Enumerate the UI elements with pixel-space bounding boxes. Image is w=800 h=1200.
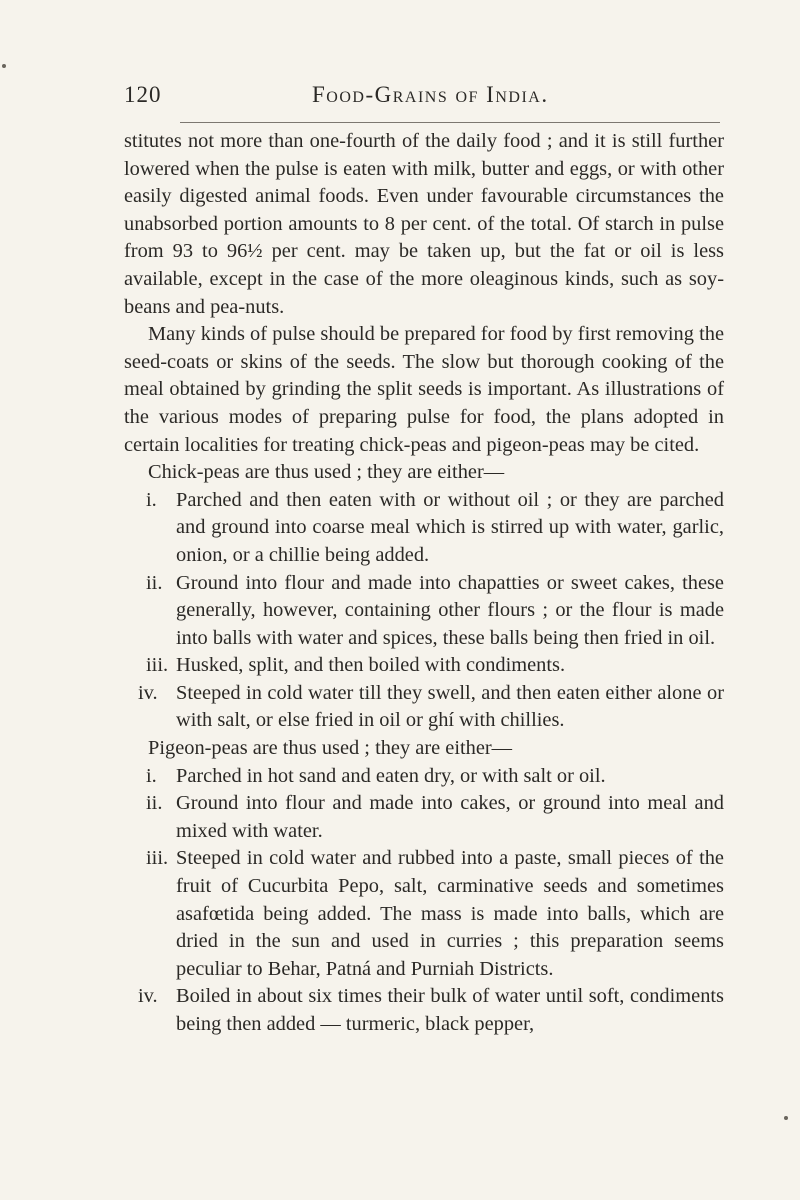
- paper-speck: [784, 1116, 788, 1120]
- list-item: [124, 680, 724, 735]
- pigeonpea-uses-list: [124, 763, 724, 1039]
- list-item-text: Ground into flour and made into chapatties or sweet cakes, these generally, however, containing other flours ; or the flour is made into balls with water and spices, these balls being then fried in oil.: [176, 571, 724, 649]
- list-item-text: Husked, split, and then boiled with condiments.: [176, 654, 566, 677]
- list-item-text: Boiled in about six times their bulk of water until soft, condiments being then added — turmeric, black pepper,: [176, 985, 724, 1035]
- page-number: 120: [124, 82, 162, 107]
- list-item: [124, 790, 724, 845]
- list-item: [124, 487, 724, 570]
- list-item-text: Parched and then eaten with or without oil ; or they are parched and ground into coarse meal which is stirred up with water, garlic, onion, or a chillie being added.: [176, 488, 724, 566]
- header-rule: [180, 122, 720, 123]
- paragraph-pulse-preparation: Many kinds of pulse should be prepared for food by first removing the seed-coats or skins of the seeds. The slow but thorough cooking of the meal obtained by grinding the split seeds is important. As illustrations of the various modes of preparing pulse for food, the plans adopted in certain localities for treating chick-peas and pigeon-peas may be cited.: [124, 323, 724, 456]
- list-item: [124, 570, 724, 653]
- list-item-text: Parched in hot sand and eaten dry, or with salt or oil.: [176, 764, 606, 787]
- list-number: i.: [146, 488, 157, 511]
- list-number: iv.: [138, 681, 158, 704]
- paper-speck: [2, 64, 6, 68]
- paragraph-continuation: stitutes not more than one-fourth of the daily food ; and it is still further lowered when the pulse is eaten with milk, butter and eggs, or with other easily digested animal foods. Even under favourable circumstances the unabsorbed portion amounts to 8 per cent. of the total. Of starch in pulse from 93 to 96½ per cent. may be taken up, but the fat or oil is less available, except in the case of the more oleaginous kinds, such as soy-beans and pea-nuts.: [124, 130, 724, 318]
- list-number: iv.: [138, 985, 158, 1008]
- body-text: [124, 128, 724, 1039]
- list-item: [124, 845, 724, 983]
- pigeonpea-intro: Pigeon-peas are thus used ; they are either—: [148, 737, 513, 760]
- list-item: [124, 652, 724, 680]
- list-number: iii.: [146, 654, 169, 677]
- list-item-text: Steeped in cold water till they swell, and then eaten either alone or with salt, or else fried in oil or ghí with chillies.: [176, 681, 724, 732]
- list-item: [124, 983, 724, 1038]
- list-item: [124, 763, 724, 791]
- list-item-text: Ground into flour and made into cakes, or ground into meal and mixed with water.: [176, 792, 724, 842]
- list-item-text: Steeped in cold water and rubbed into a paste, small pieces of the fruit of Cucurbita Pepo, salt, carminative seeds and sometimes asafœtida being added. The mass is made into balls, which are dried in the sun and used in curries ; this preparation seems peculiar to Behar, Patná and Purniah Districts.: [176, 847, 724, 980]
- running-title: Food-Grains of India.: [312, 82, 549, 107]
- list-number: iii.: [146, 847, 169, 870]
- list-number: ii.: [146, 792, 163, 815]
- list-number: ii.: [146, 571, 163, 594]
- chickpea-intro: Chick-peas are thus used ; they are either—: [148, 461, 505, 484]
- page-header: [124, 80, 714, 110]
- list-number: i.: [146, 764, 157, 787]
- chickpea-uses-list: [124, 487, 724, 735]
